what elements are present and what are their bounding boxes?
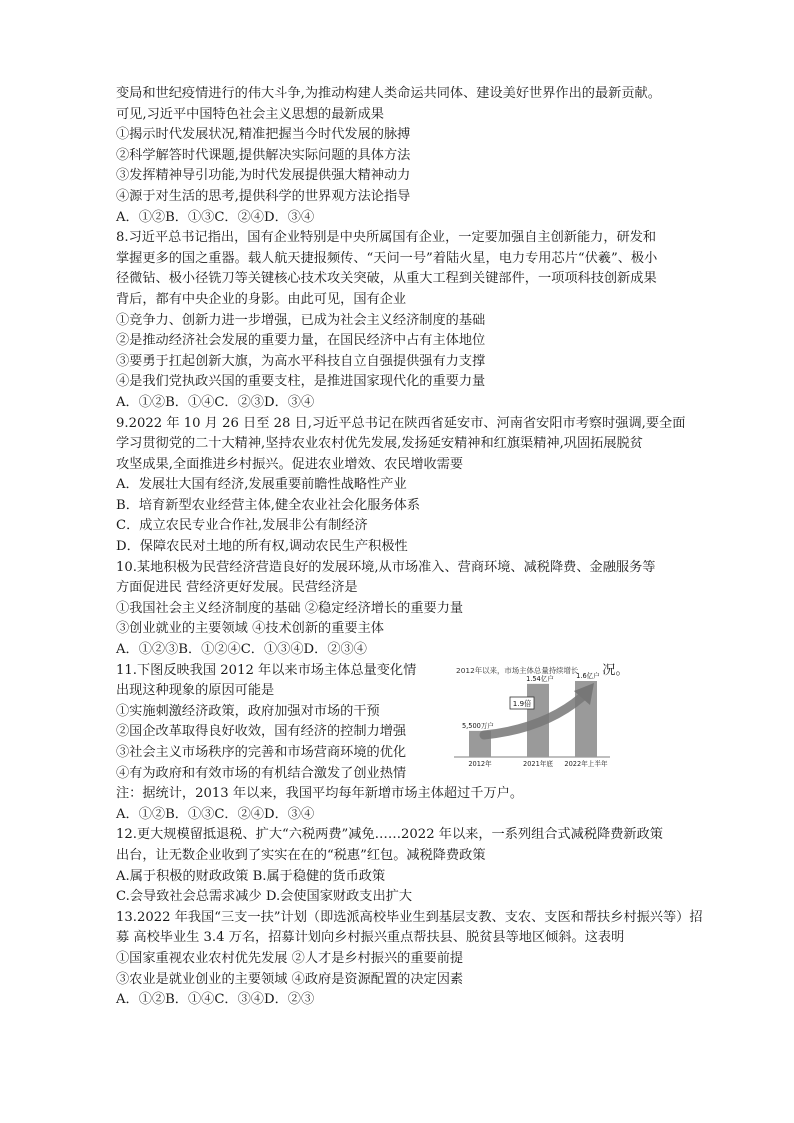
b-line: 13.2022 年我国“三支一扶”计划（即选派高校毕业生到基层支教、支农、支医和帮扶乡村振兴等）招 (116, 909, 703, 925)
a-line: C．成立农民专业合作社,发展非公有制经济 (116, 518, 368, 534)
q11-line: ①实施刺激经济政策，政府加强对市场的干预 (116, 703, 380, 719)
chart-data-label: 1.54亿户 (526, 674, 554, 683)
chart-category-label: 2021年底 (523, 759, 553, 768)
a-line: ①我国社会主义经济制度的基础 ②稳定经济增长的重要力量 (116, 600, 464, 616)
question-11 (116, 661, 682, 826)
a-line: 背后，都有中央企业的身影。由此可见，国有企业 (116, 291, 407, 307)
a-line: ③发挥精神导引功能,为时代发展提供强大精神动力 (116, 168, 411, 184)
a-line: ④是我们党执政兴国的重要支柱，是推进国家现代化的重要力量 (116, 374, 486, 390)
a-line: ④源于对生活的思考,提供科学的世界观方法论指导 (116, 188, 411, 204)
q11-line: ④有为政府和有效市场的有机结合激发了创业热情 (116, 765, 407, 781)
b-line: 出台，让无数企业收到了实实在在的“税惠”红包。减税降费政策 (116, 847, 486, 863)
exam-page (116, 84, 703, 1011)
q11-line: ③社会主义市场秩序的完善和市场营商环境的优化 (116, 745, 407, 760)
a-line: ②科学解答时代课题,提供解决实际问题的具体方法 (116, 147, 411, 163)
a-line: 掌握更多的国之重器。载人航天捷报频传、“天问一号”着陆火星，电力专用芯片“伏羲”、极小 (116, 250, 658, 266)
a-line: 学习贯彻党的二十大精神,坚持农业农村优先发展,发扬延安精神和红旗渠精神,巩固拓展脱贫 (116, 436, 643, 452)
bar-chart-svg (434, 661, 684, 771)
a-line: 攻坚成果,全面推进乡村振兴。促进农业增效、农民增收需要 (116, 456, 464, 472)
a-line: B．培育新型农业经营主体,健全农业社会化服务体系 (116, 497, 421, 513)
market-entity-chart (434, 661, 684, 771)
chart-category-label: 2022年上半年 (564, 759, 608, 768)
a-line: 变局和世纪疫情进行的伟大斗争,为推动构建人类命运共同体、建设美好世界作出的最新贡献。 (116, 86, 661, 101)
a-line: 径微钻、极小径铣刀等关键核心技术攻关突破，从重大工程到关键部件，一项项科技创新成果 (116, 271, 657, 287)
a-line: 8.习近平总书记指出，国有企业特别是中央所属国有企业，一定要加强自主创新能力，研发和 (116, 230, 657, 246)
q11-line: 出现这种现象的原因可能是 (116, 683, 275, 699)
question-11-stem-end: 况。 (602, 662, 629, 678)
q11-line: A．①②B．①③C．②④D．③④ (116, 806, 315, 822)
b-line: C.会导致社会总需求减少 D.会使国家财政支出扩大 (116, 889, 413, 905)
a-line: 方面促进民 营经济更好发展。民营经济是 (116, 580, 358, 596)
b-line: ③农业是就业创业的主要领域 ④政府是资源配置的决定因素 (116, 971, 464, 987)
chart-title: 2012年以来，市场主体总量持续增长 (456, 665, 579, 675)
a-line: A．①②B．①③C．②④D．③④ (116, 209, 315, 225)
a-line: ②是推动经济社会发展的重要力量，在国民经济中占有主体地位 (116, 333, 486, 349)
b-line: A．①②B．①④C．③④D．②③ (116, 992, 315, 1008)
a-line: 9.2022 年 10 月 26 日至 28 日,习近平总书记在陕西省延安市、河南省安阳市考察时强调,要全面 (116, 415, 686, 431)
a-line: A．发展壮大国有经济,发展重要前瞻性战略性产业 (116, 477, 407, 493)
a-line: 10.某地积极为民营经济营造良好的发展环境,从市场准入、营商环境、减税降费、金融服务等 (116, 559, 656, 575)
b-line: A.属于积极的财政政策 B.属于稳健的货币政策 (116, 868, 386, 884)
b-line: 12.更大规模留抵退税、扩大“六税两费”减免……2022 年以来，一系列组合式减税降费新政策 (116, 827, 663, 843)
questions-7-to-10 (116, 84, 686, 661)
questions-12-13 (116, 825, 703, 1010)
a-line: A．①②B．①④C．②③D．③④ (116, 394, 315, 410)
chart-category-label: 2012年 (468, 759, 492, 768)
b-line: 募 高校毕业生 3.4 万名，招募计划向乡村振兴重点帮扶县、脱贫县等地区倾斜。这表明 (116, 930, 625, 946)
chart-data-label: 1.6亿户 (576, 671, 600, 680)
a-line: ③创业就业的主要领域 ④技术创新的重要主体 (116, 621, 384, 637)
a-line: A．①②③B．①②④C．①③④D．②③④ (116, 642, 367, 658)
a-line: ①竞争力、创新力进一步增强，已成为社会主义经济制度的基础 (116, 312, 486, 328)
chart-data-label: 5,500万户 (461, 721, 495, 730)
ratio-callout: 1.9倍 (512, 698, 532, 708)
a-line: 可见,习近平中国特色社会主义思想的最新成果 (116, 106, 384, 122)
question-11-stem-text: 11.下图反映我国 2012 年以来市场主体总量变化情 (116, 662, 417, 678)
a-line: D．保障农民对土地的所有权,调动农民生产积极性 (116, 539, 408, 555)
q11-line: 注：据统计，2013 年以来，我国平均每年新增市场主体超过千万户。 (116, 786, 524, 802)
a-line: ③要勇于扛起创新大旗，为高水平科技自立自强提供强有力支撑 (116, 353, 486, 369)
b-line: ①国家重视农业农村优先发展 ②人才是乡村振兴的重要前提 (116, 950, 464, 966)
a-line: ①揭示时代发展状况,精准把握当今时代发展的脉搏 (116, 127, 411, 143)
q11-line: ②国企改革取得良好收效，国有经济的控制力增强 (116, 724, 407, 740)
